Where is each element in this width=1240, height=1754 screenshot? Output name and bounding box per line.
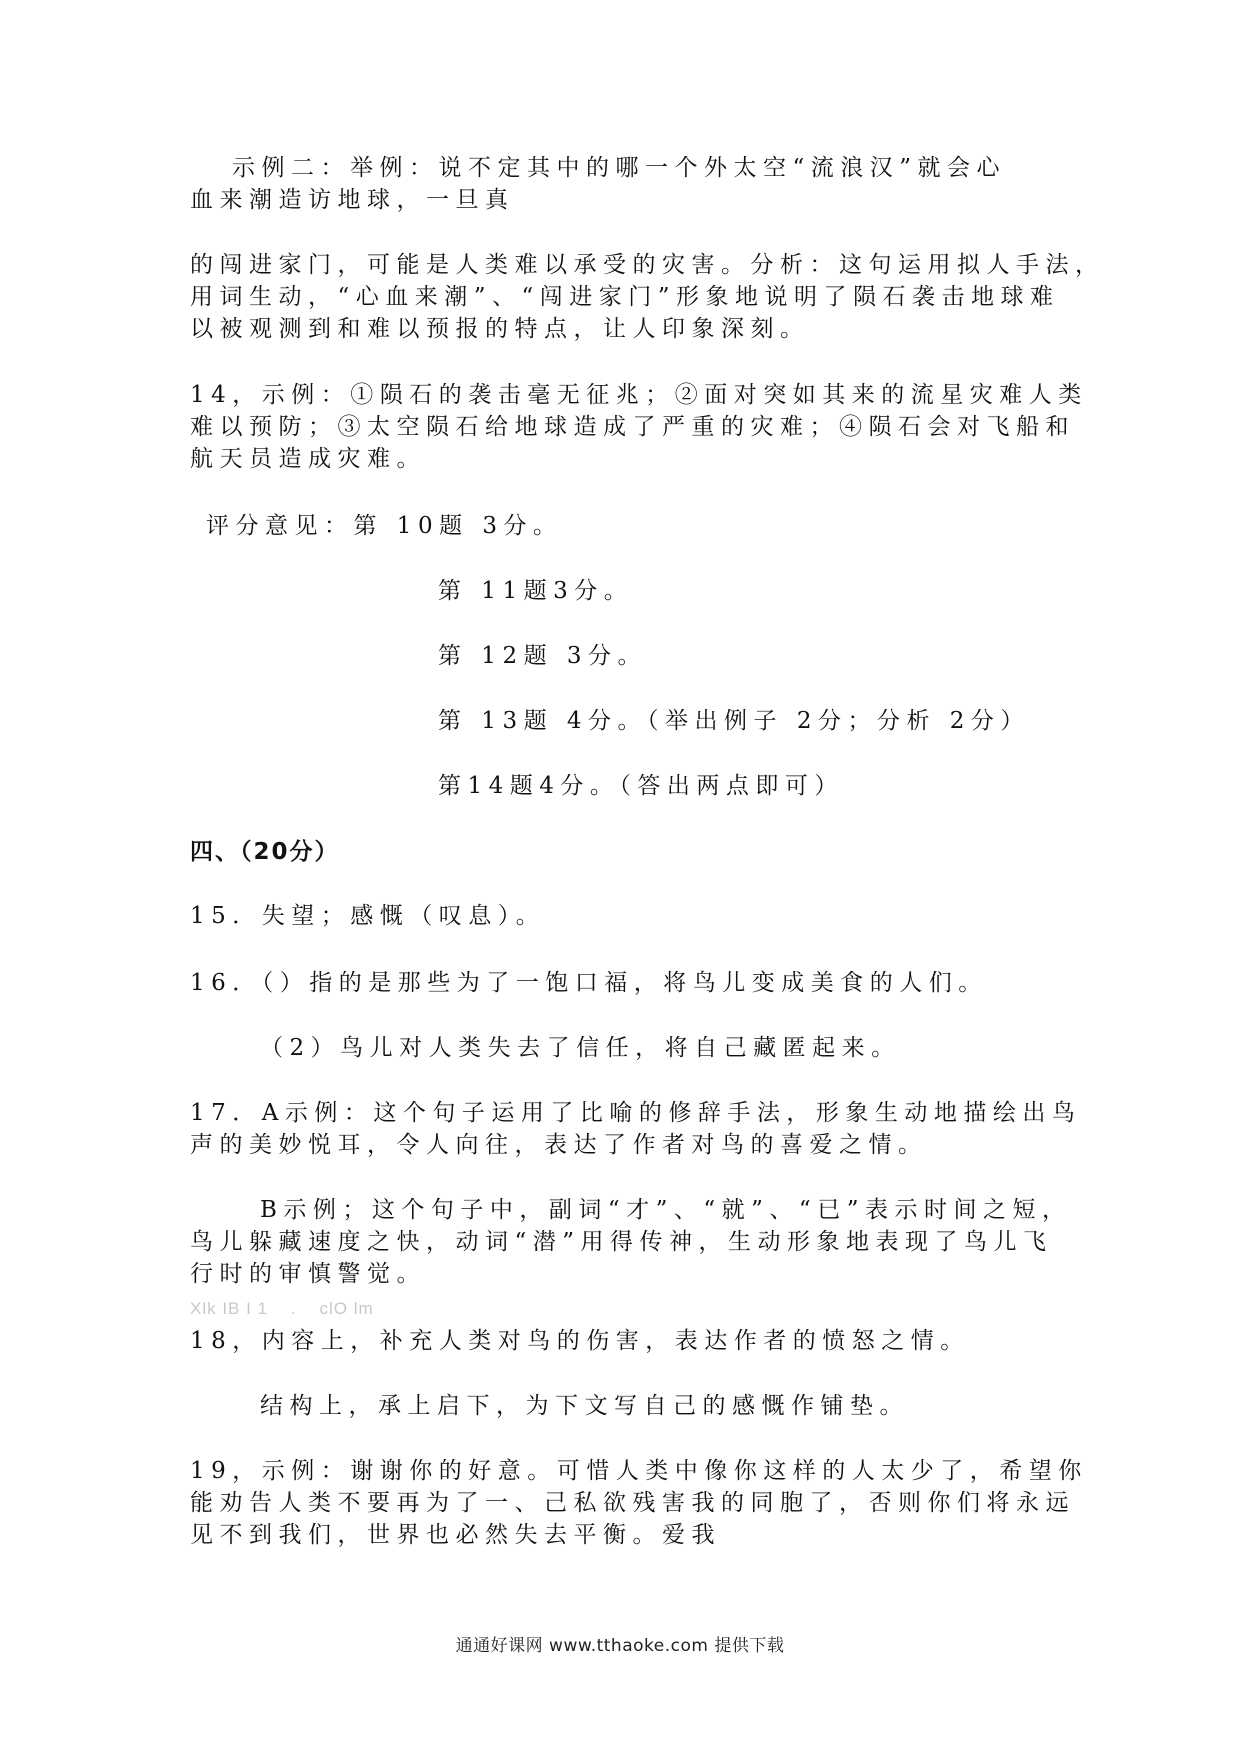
answer-14-line: 14，示例：①陨石的袭击毫无征兆；②面对突如其来的流星灾难人类 xyxy=(190,382,1088,408)
answer-19-line: 能劝告人类不要再为了一、己私欲残害我的同胞了，否则你们将永远 xyxy=(190,1490,1075,1516)
page-footer: 通通好课网 www.tthaoke.com 提供下载 xyxy=(455,1636,785,1656)
answer-15: 15．失望；感慨（叹息）。 xyxy=(190,903,546,929)
answer-14-line: 难以预防；③太空陨石给地球造成了严重的灾难；④陨石会对飞船和 xyxy=(190,414,1075,440)
answer-17-line: 行时的审慎警觉。 xyxy=(190,1261,426,1287)
scoring-note-item: 第 11题3分。 xyxy=(438,578,634,604)
answer-17-line: B示例；这个句子中，副词“才”、“就”、“已”表示时间之短， xyxy=(260,1197,1072,1223)
paragraph-line: 用词生动，“心血来潮”、“闯进家门”形象地说明了陨石袭击地球难 xyxy=(190,284,1060,310)
paragraph-line: 示例二：举例：说不定其中的哪一个外太空“流浪汉”就会心 xyxy=(232,155,1007,181)
paragraph-line: 血来潮造访地球，一旦真 xyxy=(190,187,515,213)
paragraph-line: 以被观测到和难以预报的特点，让人印象深刻。 xyxy=(190,316,810,342)
answer-17-line: 鸟儿躲藏速度之快，动词“潜”用得传神，生动形象地表现了鸟儿飞 xyxy=(190,1229,1053,1255)
answer-16-line: 16．（）指的是那些为了一饱口福，将鸟儿变成美食的人们。 xyxy=(190,970,988,996)
answer-17-line: 声的美妙悦耳，令人向往，表达了作者对鸟的喜爱之情。 xyxy=(190,1132,928,1158)
scoring-note-item: 第 12题 3分。 xyxy=(438,643,648,669)
answer-16-line: （2）鸟儿对人类失去了信任，将自己藏匿起来。 xyxy=(260,1035,901,1061)
scoring-note-heading: 评分意见：第 10题 3分。 xyxy=(206,513,563,539)
faint-scan-text: Xlk IB I 1 . clO lm xyxy=(190,1299,374,1318)
scoring-note-item: 第 13题 4分。（举出例子 2分；分析 2分） xyxy=(438,708,1030,734)
answer-18-line: 结构上，承上启下，为下文写自己的感慨作铺垫。 xyxy=(260,1393,909,1419)
scoring-note-item: 第14题4分。（答出两点即可） xyxy=(438,773,844,799)
answer-14-line: 航天员造成灾难。 xyxy=(190,446,426,472)
answer-19-line: 19，示例：谢谢你的好意。可惜人类中像你这样的人太少了，希望你 xyxy=(190,1458,1088,1484)
answer-18-line: 18，内容上，补充人类对鸟的伤害，表达作者的愤怒之情。 xyxy=(190,1328,970,1354)
answer-19-line: 见不到我们，世界也必然失去平衡。爱我 xyxy=(190,1522,721,1548)
section-heading: 四、（20分） xyxy=(190,839,340,865)
answer-17-line: 17．A示例：这个句子运用了比喻的修辞手法，形象生动地描绘出鸟 xyxy=(190,1100,1082,1126)
paragraph-line: 的闯进家门，可能是人类难以承受的灾害。分析：这句运用拟人手法， xyxy=(190,252,1105,278)
